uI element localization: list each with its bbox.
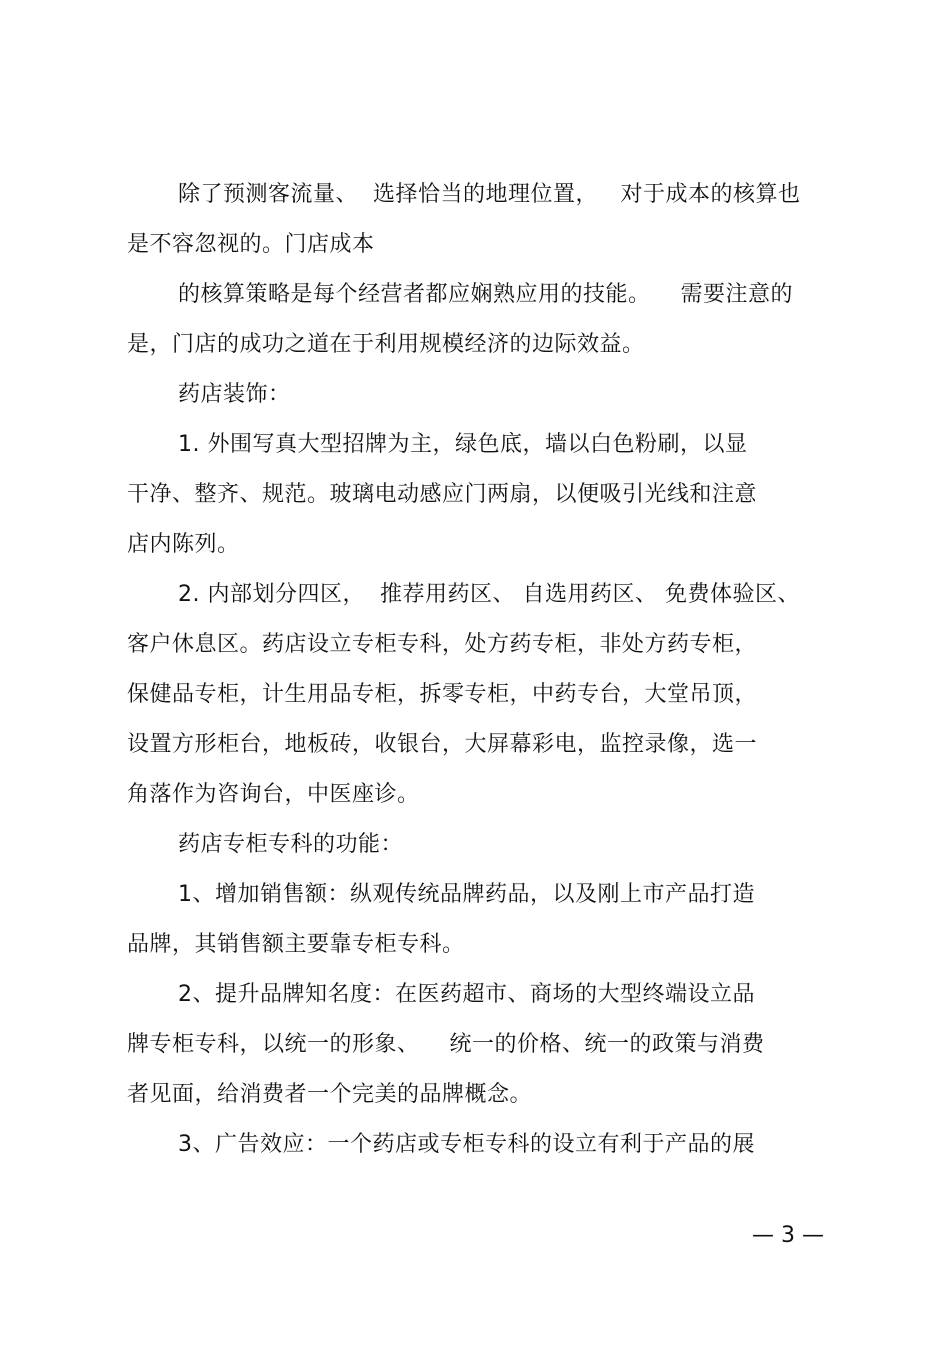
text-line: 1、增加销售额：纵观传统品牌药品，以及刚上市产品打造	[178, 882, 755, 907]
text-line: 除了预测客流量、 选择恰当的地理位置， 对于成本的核算也	[178, 182, 801, 207]
text-line: 角落作为咨询台，中医座诊。	[127, 782, 420, 807]
text-line: 牌专柜专科，以统一的形象、 统一的价格、统一的政策与消费	[127, 1032, 765, 1057]
text-line: 是，门店的成功之道在于利用规模经济的边际效益。	[127, 332, 645, 357]
section-heading: 药店装饰：	[178, 382, 291, 407]
text-line: 品牌，其销售额主要靠专柜专科。	[127, 932, 465, 957]
section-heading: 药店专柜专科的功能：	[178, 832, 404, 857]
text-line: 的核算策略是每个经营者都应娴熟应用的技能。 需要注意的	[178, 282, 793, 307]
text-line: 是不容忽视的。门店成本	[127, 232, 375, 257]
text-line: 1. 外围写真大型招牌为主，绿色底，墙以白色粉刷，以显	[178, 432, 748, 457]
text-line: 保健品专柜，计生用品专柜，拆零专柜，中药专台，大堂吊顶，	[127, 682, 758, 707]
text-line: 干净、整齐、规范。玻璃电动感应门两扇，以便吸引光线和注意	[127, 482, 758, 507]
text-line: 客户休息区。药店设立专柜专科，处方药专柜，非处方药专柜，	[127, 632, 758, 657]
text-line: 2. 内部划分四区， 推荐用药区、 自选用药区、 免费体验区、	[178, 582, 800, 607]
text-line: 2、提升品牌知名度：在医药超市、商场的大型终端设立品	[178, 982, 755, 1007]
text-line: 者见面，给消费者一个完美的品牌概念。	[127, 1082, 533, 1107]
page-number: — 3 —	[752, 1223, 824, 1248]
text-line: 3、广告效应：一个药店或专柜专科的设立有利于产品的展	[178, 1132, 755, 1157]
text-line: 设置方形柜台，地板砖，收银台，大屏幕彩电，监控录像，选一	[127, 732, 758, 757]
text-line: 店内陈列。	[127, 532, 240, 557]
